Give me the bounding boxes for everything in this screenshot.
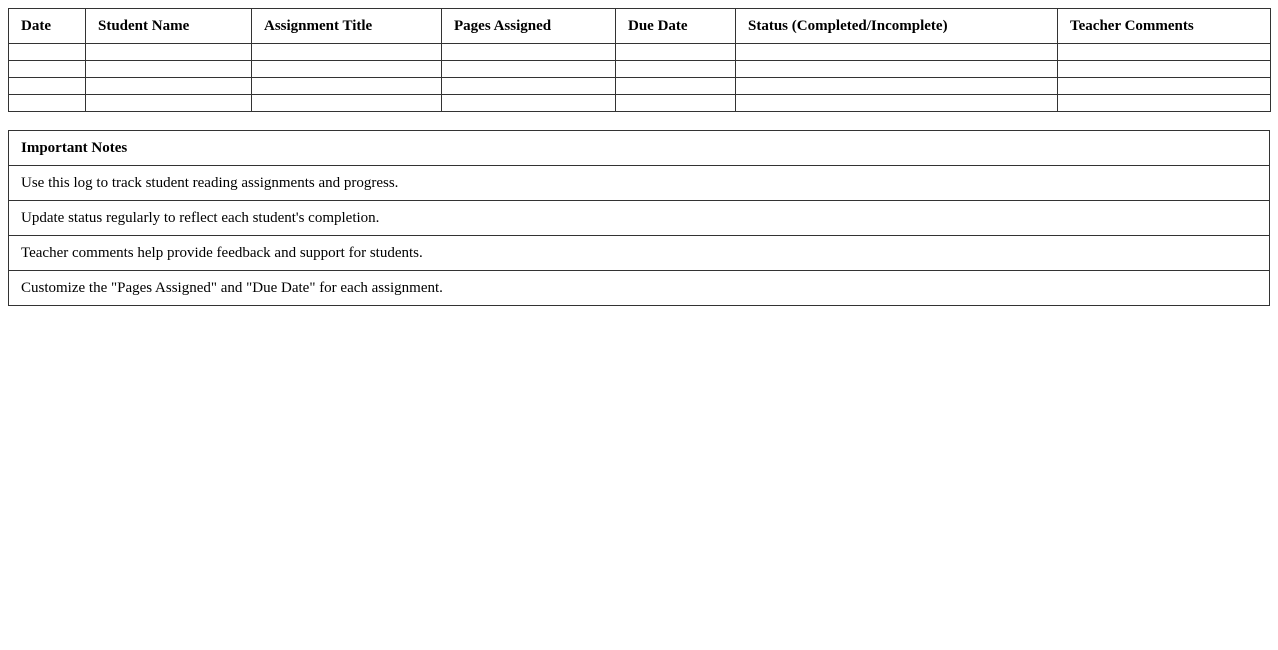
column-header-pages-assigned: Pages Assigned xyxy=(442,9,616,44)
table-row xyxy=(9,78,1271,95)
table-cell[interactable] xyxy=(1058,78,1271,95)
table-row xyxy=(9,95,1271,112)
table-header-row xyxy=(9,9,1271,44)
table-cell[interactable] xyxy=(442,61,616,78)
column-header-status: Status (Completed/Incomplete) xyxy=(736,9,1058,44)
table-cell[interactable] xyxy=(252,44,442,61)
table-cell[interactable] xyxy=(86,61,252,78)
table-cell[interactable] xyxy=(252,78,442,95)
table-cell[interactable] xyxy=(616,44,736,61)
list-item xyxy=(9,236,1270,271)
column-header-due-date: Due Date xyxy=(616,9,736,44)
table-cell[interactable] xyxy=(9,61,86,78)
table-cell[interactable] xyxy=(9,78,86,95)
table-cell[interactable] xyxy=(1058,44,1271,61)
table-cell[interactable] xyxy=(252,95,442,112)
table-cell[interactable] xyxy=(86,44,252,61)
note-text: Teacher comments help provide feedback and support for students. xyxy=(9,236,1270,271)
column-header-assignment-title: Assignment Title xyxy=(252,9,442,44)
note-text: Customize the "Pages Assigned" and "Due Date" for each assignment. xyxy=(9,271,1270,306)
note-text: Update status regularly to reflect each student's completion. xyxy=(9,201,1270,236)
reading-log-table xyxy=(8,8,1271,112)
table-cell[interactable] xyxy=(86,95,252,112)
table-cell[interactable] xyxy=(9,44,86,61)
table-cell[interactable] xyxy=(442,95,616,112)
notes-header-row xyxy=(9,131,1270,166)
table-cell[interactable] xyxy=(1058,61,1271,78)
table-cell[interactable] xyxy=(252,61,442,78)
table-row xyxy=(9,44,1271,61)
list-item xyxy=(9,271,1270,306)
important-notes-table xyxy=(8,130,1270,306)
table-cell[interactable] xyxy=(442,44,616,61)
notes-title: Important Notes xyxy=(9,131,1270,166)
table-cell[interactable] xyxy=(1058,95,1271,112)
table-cell[interactable] xyxy=(616,78,736,95)
table-cell[interactable] xyxy=(442,78,616,95)
table-cell[interactable] xyxy=(736,95,1058,112)
column-header-student-name: Student Name xyxy=(86,9,252,44)
list-item xyxy=(9,166,1270,201)
table-cell[interactable] xyxy=(86,78,252,95)
table-cell[interactable] xyxy=(736,44,1058,61)
table-row xyxy=(9,61,1271,78)
table-cell[interactable] xyxy=(736,78,1058,95)
list-item xyxy=(9,201,1270,236)
note-text: Use this log to track student reading assignments and progress. xyxy=(9,166,1270,201)
column-header-teacher-comments: Teacher Comments xyxy=(1058,9,1271,44)
table-cell[interactable] xyxy=(616,95,736,112)
column-header-date: Date xyxy=(9,9,86,44)
table-cell[interactable] xyxy=(616,61,736,78)
table-cell[interactable] xyxy=(9,95,86,112)
table-cell[interactable] xyxy=(736,61,1058,78)
